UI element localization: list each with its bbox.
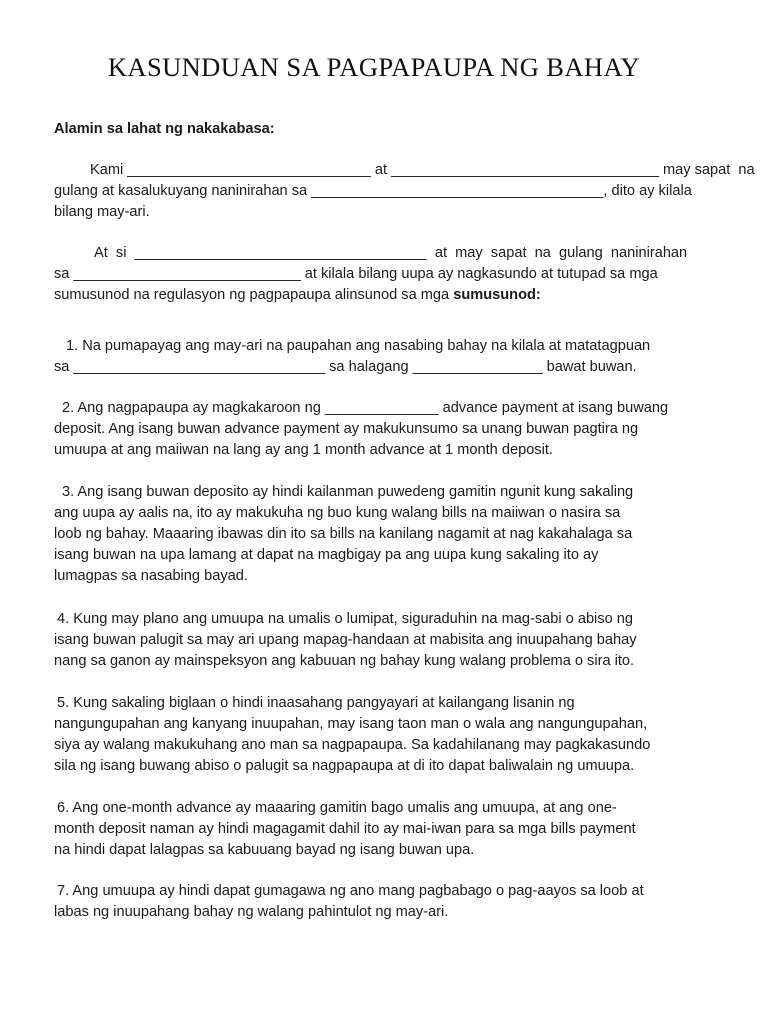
list-item-line: isang buwan na upa lamang at dapat na magbigay pa ang uupa kung sakaling ito ay [54,547,599,563]
paragraph-bold-text: sumusunod: [453,287,541,303]
list-item-line: 2. Ang nagpapaupa ay magkakaroon ng ______________ advance payment at isang buwang [62,400,669,416]
list-item-line: sa _______________________________ sa halagang ________________ bawat buwan. [54,359,637,375]
list-item-line: nang sa ganon ay mainspeksyon ang kabuuan ng bahay kung walang problema o sira ito. [54,653,635,669]
list-item-line: 3. Ang isang buwan deposito ay hindi kailanman puwedeng gamitin ngunit kung sakaling [62,484,634,500]
list-item-line: 4. Kung may plano ang umuupa na umalis o lumipat, siguraduhin na mag-sabi o abiso ng [57,611,634,627]
paragraph-line: sa ____________________________ at kilala bilang uupa ay nagkasundo at tutupad sa mga [54,266,658,282]
paragraph-line [54,285,714,306]
list-item-3 [54,482,714,587]
paragraph-owner [54,160,755,223]
document-title: KASUNDUAN SA PAGPAPAUPA NG BAHAY [107,52,641,82]
list-item-line: lumagpas sa nasabing bayad. [54,568,248,584]
list-item-line: isang buwan palugit sa may ari upang mapag-handaan at mabisita ang inuupahang bahay [54,632,637,648]
list-item-line: 5. Kung sakaling biglaan o hindi inaasahang pangyayari at kailangang lisanin ng [57,695,575,711]
list-item-2 [54,398,714,461]
paragraph-line: gulang at kasalukuyang naninirahan sa ____________________________________, dito ay kilala [54,183,692,199]
list-item-7 [54,881,714,923]
paragraph-line: Kami ______________________________ at _________________________________ may sapat na [90,162,755,178]
document-heading: Alamin sa lahat ng nakakabasa: [54,121,275,137]
list-item-line: loob ng bahay. Maaaring ibawas din ito sa bills na kanilang nagamit at nag kakahalaga sa [54,526,633,542]
paragraph-line: At si ____________________________________ at may sapat na gulang naninirahan [94,245,688,261]
list-item-4 [54,609,714,672]
list-item-line: 6. Ang one-month advance ay maaaring gamitin bago umalis ang umuupa, at ang one- [57,800,617,816]
list-item-line: sila ng isang buwang abiso o palugit sa nagpapaupa at di ito dapat baliwalain ng umuupa. [54,758,635,774]
paragraph-text: sumusunod na regulasyon ng pagpapaupa alinsunod sa mga [54,287,454,303]
list-item-line: 7. Ang umuupa ay hindi dapat gumagawa ng ano mang pagbabago o pag-aayos sa loob at [57,883,644,899]
list-item-5 [54,693,714,777]
list-item-line: siya ay walang makukuhang ano man sa nagpapaupa. Sa kadahilanang may pagkakasundo [54,737,651,753]
list-item-line: deposit. Ang isang buwan advance payment ay makukunsumo sa unang buwan pagtira ng [54,421,639,437]
list-item-6 [54,798,714,861]
list-item-line: nangungupahan ang kanyang inuupahan, may isang taon man o wala ang nangungupahan, [54,716,648,732]
list-item-line: 1. Na pumapayag ang may-ari na paupahan ang nasabing bahay na kilala at matatagpuan [66,338,651,354]
list-item-line: na hindi dapat lalagpas sa kabuuang bayad ng isang buwan upa. [54,842,475,858]
list-item-1 [54,336,714,378]
list-item-line: labas ng inuupahang bahay ng walang pahintulot ng may-ari. [54,904,449,920]
list-item-line: ang uupa ay aalis na, ito ay makukuha ng buo kung walang bills na maiiwan o nasira sa [54,505,621,521]
paragraph-tenant [54,243,714,306]
paragraph-line: bilang may-ari. [54,204,150,220]
list-item-line: month deposit naman ay hindi magagamit dahil ito ay mai-iwan para sa mga bills payment [54,821,636,837]
list-item-line: umuupa at ang maiiwan na lang ay ang 1 month advance at 1 month deposit. [54,442,553,458]
